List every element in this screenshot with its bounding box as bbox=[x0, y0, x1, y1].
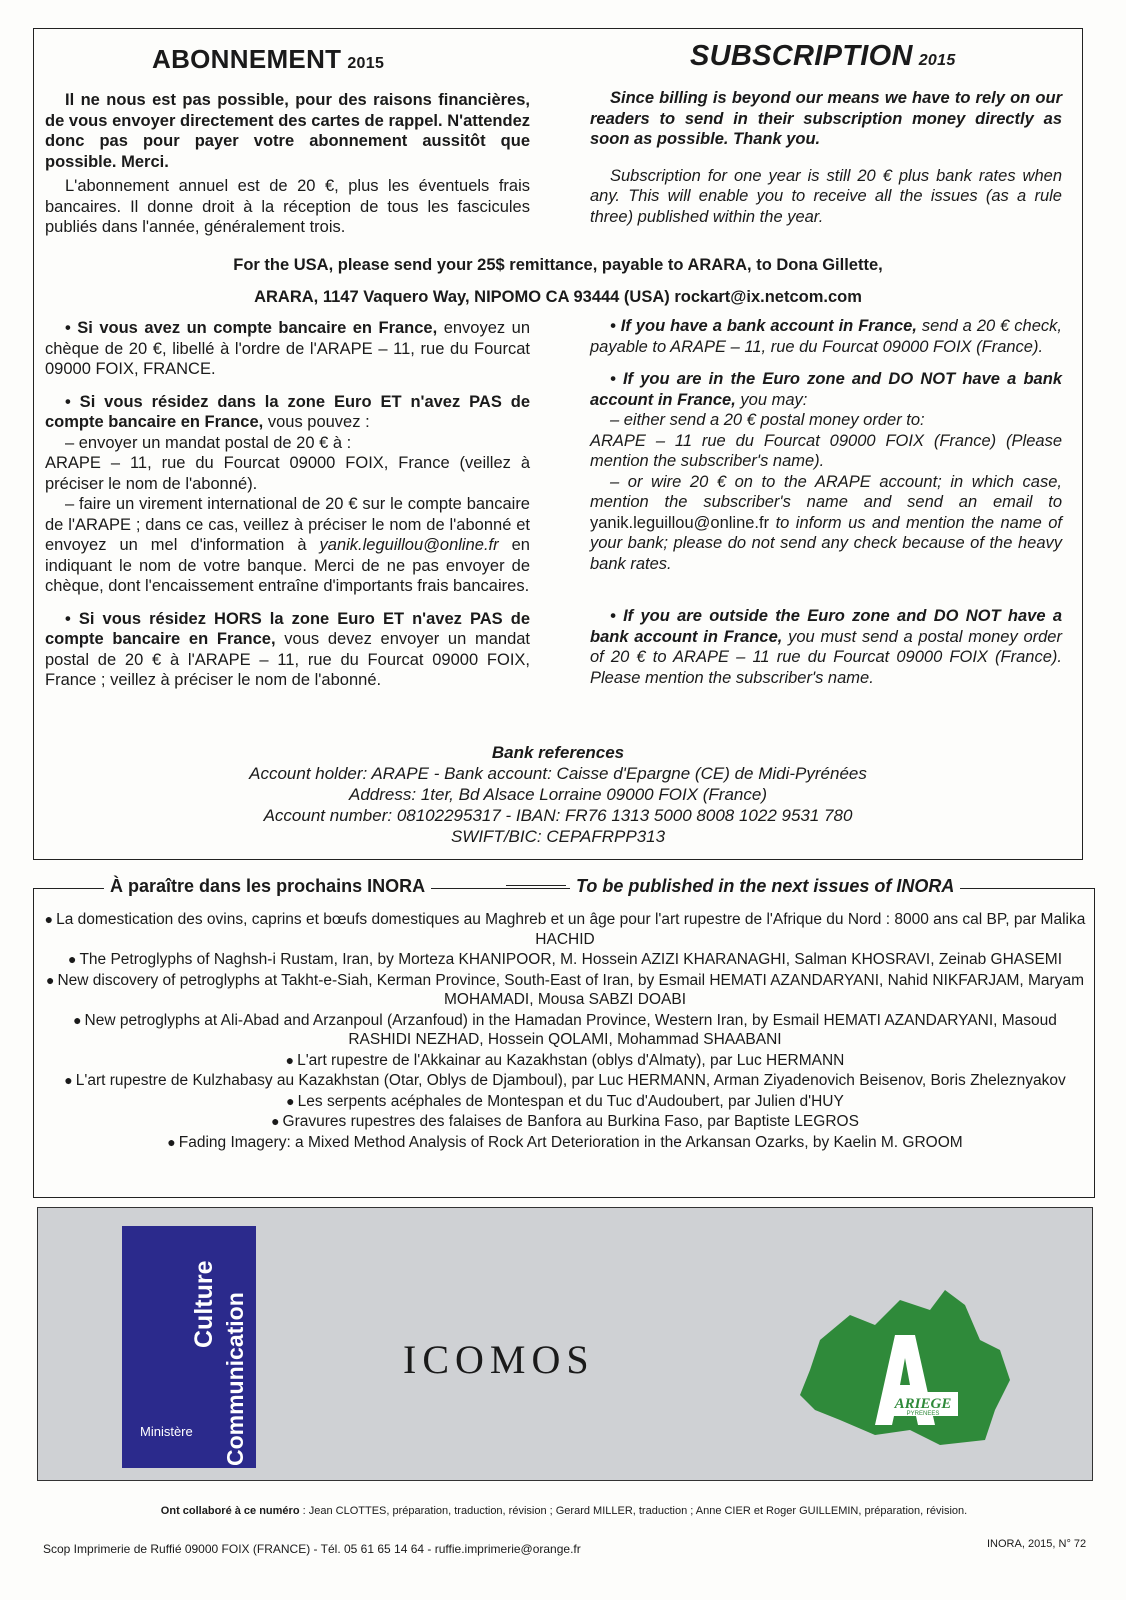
en-email: yanik.leguillou@online.fr bbox=[590, 513, 770, 532]
contributors-credits: Ont collaboré à ce numéro : Jean CLOTTES, préparation, traduction, révision ; Gerard MILLER, traduction ; Anne CIER et Roger GUILLEMIN, préparation, révision. bbox=[160, 1505, 968, 1517]
list-item: ● Fading Imagery: a Mixed Method Analysis of Rock Art Deterioration in the Arkansan Ozarks, by Kaelin M. GROOM bbox=[167, 1133, 963, 1151]
list-item: ● New discovery of petroglyphs at Takht-e-Siah, Kerman Province, South-East of Iran, by Esmail HEMATI AZANDARYANI, Nahid NIKFARJAM, Maryam MOHAMADI, Mousa SABZI DOABI bbox=[46, 971, 1084, 1008]
fr-intro-text: L'abonnement annuel est de 20 €, plus les éventuels frais bancaires. Il donne droit à la réception de tous les fascicules publiés dans l'année, généralement trois. bbox=[45, 177, 530, 236]
ariege-logo bbox=[780, 1280, 1020, 1450]
en-options bbox=[590, 316, 1062, 688]
bullet-icon: ● bbox=[167, 1133, 176, 1150]
list-item: ● Gravures rupestres des falaises de Banfora au Burkina Faso, par Baptiste LEGROS bbox=[271, 1113, 859, 1130]
en-option-3: • If you are outside the Euro zone and DO NOT have a bank account in France, you must send a postal money order of 20 € to ARAPE – 11 rue du Fourcat 09000 FOIX (France). Please mention the subscriber's name. bbox=[590, 607, 1062, 687]
list-item: ● L'art rupestre de Kulzhabasy au Kazakhstan (Otar, Oblys de Djamboul), par Luc HERMANN, Arman Ziyadenovich Beisenov, Boris Zheleznyakov bbox=[64, 1072, 1066, 1089]
list-item: ● Les serpents acéphales de Montespan et du Tuc d'Audoubert, par Julien d'HUY bbox=[286, 1092, 844, 1110]
sponsor-logos-panel bbox=[37, 1207, 1093, 1481]
bullet-icon: ● bbox=[285, 1051, 295, 1068]
ariege-text: ARIEGE bbox=[894, 1396, 952, 1412]
fr-options bbox=[45, 318, 530, 691]
fr-option-2b: – faire un virement international de 20 € sur le compte bancaire de l'ARAPE ; dans ce cas, veillez à préciser le nom de l'abonné et envoyez un mel d'information à yanik.leguillou@online.fr en indiquant le nom de votre banque. Merci de ne pas envoyer de chèque, dont l'encaissement entraîne d'importants frais bancaires. bbox=[45, 495, 530, 595]
en-option-2a-address: ARAPE – 11 rue du Fourcat 09000 FOIX (France) (Please mention the subscriber's name). bbox=[590, 431, 1062, 470]
upcoming-list bbox=[40, 910, 1090, 1153]
fr-intro bbox=[45, 90, 530, 238]
en-option-2b: – or wire 20 € on to the ARAPE account; in which case, mention the subscriber's name and send an email to yanik.leguillou@online.fr to inform us and mention the name of your bank; please do not send any check because of the heavy bank rates. bbox=[590, 472, 1062, 573]
fr-option-2: • Si vous résidez dans la zone Euro ET n'avez PAS de compte bancaire en France, vous pouvez : bbox=[45, 392, 530, 431]
bullet-icon: ● bbox=[44, 911, 54, 927]
ministry-culture-logo bbox=[122, 1226, 256, 1468]
bullet-icon: ● bbox=[271, 1113, 280, 1129]
en-intro-text: Subscription for one year is still 20 € plus bank rates when any. This will enable you to receive all the issues (as a rule three) published within the year. bbox=[590, 166, 1062, 226]
issue-number: INORA, 2015, N° 72 bbox=[987, 1538, 1087, 1550]
usa-line-2: ARARA, 1147 Vaquero Way, NIPOMO CA 93444 (USA) rockart@ix.netcom.com bbox=[254, 288, 862, 306]
en-option-1: • If you have a bank account in France, send a 20 € check, payable to ARAPE – 11, rue du Fourcat 09000 FOIX (France). bbox=[590, 317, 1062, 356]
bullet-icon: ● bbox=[46, 971, 55, 988]
icomos-text: ICOMOS bbox=[403, 1337, 595, 1382]
culture-word: Culture bbox=[190, 1260, 218, 1348]
printer-info: Scop Imprimerie de Ruffié 09000 FOIX (FRANCE) - Tél. 05 61 65 14 64 - ruffie.imprimerie@orange.fr bbox=[43, 1542, 581, 1556]
en-intro-bold: Since billing is beyond our means we have to rely on our readers to send in their subscription money directly as soon as possible. Thank you. bbox=[590, 89, 1062, 148]
ariege-map-shape bbox=[800, 1290, 1010, 1445]
bank-line-1: Account holder: ARAPE - Bank account: Caisse d'Epargne (CE) de Midi-Pyrénées bbox=[249, 764, 867, 783]
en-option-2: • If you are in the Euro zone and DO NOT have a bank account in France, you may: bbox=[590, 370, 1062, 409]
list-item: ● The Petroglyphs of Naghsh-i Rustam, Iran, by Morteza KHANIPOOR, M. Hossein AZIZI KHARANAGHI, Salman KHOSRAVI, Zeinab GHASEMI bbox=[67, 951, 1063, 968]
fr-email: yanik.leguillou@online.fr bbox=[319, 536, 499, 554]
fr-option-2a-address: ARAPE – 11, rue du Fourcat 09000 FOIX, France (veillez à préciser le nom de l'abonné). bbox=[45, 454, 530, 493]
list-item: ● La domestication des ovins, caprins et bœufs domestiques au Maghreb et un âge pour l'art rupestre de l'Afrique du Nord : 8000 ans cal BP, par Malika HACHID bbox=[44, 911, 1086, 948]
bank-line-2: Address: 1ter, Bd Alsace Lorraine 09000 FOIX (France) bbox=[349, 785, 767, 804]
list-item: ● L'art rupestre de l'Akkainar au Kazakhstan (oblys d'Almaty), par Luc HERMANN bbox=[285, 1051, 845, 1069]
fr-option-1: • Si vous avez un compte bancaire en France, envoyez un chèque de 20 €, libellé à l'ordre de l'ARAPE – 11, rue du Fourcat 09000 FOIX, FRANCE. bbox=[45, 319, 530, 378]
icomos-logo bbox=[403, 1336, 595, 1383]
en-option-2a: – either send a 20 € postal money order to: bbox=[610, 411, 925, 429]
fr-option-3: • Si vous résidez HORS la zone Euro ET n'avez PAS de compte bancaire en France, vous devez envoyer un mandat postal de 20 € à l'ARAPE – 11, rue du Fourcat 09000 FOIX, France ; veillez à préciser le nom de l'abonné. bbox=[45, 609, 531, 689]
upcoming-title-fr: À paraître dans les prochains INORA bbox=[104, 876, 431, 897]
title-divider bbox=[506, 885, 566, 886]
ministere-word: Ministère bbox=[140, 1424, 193, 1439]
bank-line-3: Account number: 08102295317 - IBAN: FR76 1313 5000 8008 1022 9531 780 bbox=[263, 806, 853, 825]
fr-intro-bold: Il ne nous est pas possible, pour des raisons financières, de vous envoyer directement des cartes de rappel. N'attendez donc pas pour payer votre abonnement aussitôt que possible. Merci. bbox=[45, 91, 530, 171]
communication-word: Communication bbox=[222, 1292, 248, 1466]
en-intro bbox=[590, 88, 1062, 227]
list-item: ● New petroglyphs at Ali-Abad and Arzanpoul (Arzanfoud) in the Hamadan Province, Western Iran, by Esmail HEMATI AZANDARYANI, Masoud RASHIDI NEZHAD, Hossein QOLAMI, Mohammad SHAABANI bbox=[73, 1011, 1057, 1048]
bullet-icon: ● bbox=[286, 1092, 295, 1109]
bank-title: Bank references bbox=[491, 743, 625, 762]
bank-line-4: SWIFT/BIC: CEPAFRPP313 bbox=[450, 827, 666, 846]
bullet-icon: ● bbox=[73, 1011, 82, 1028]
en-heading: SUBSCRIPTION 2015 bbox=[690, 40, 956, 72]
usa-line-1: For the USA, please send your 25$ remittance, payable to ARARA, to Dona Gillette, bbox=[233, 256, 883, 274]
upcoming-title-en: To be published in the next issues of INORA bbox=[570, 876, 960, 897]
fr-heading: ABONNEMENT 2015 bbox=[152, 44, 385, 74]
bullet-icon: ● bbox=[64, 1072, 73, 1088]
bullet-icon: ● bbox=[67, 951, 77, 967]
fr-option-2a: – envoyer un mandat postal de 20 € à : bbox=[65, 433, 352, 452]
pyrenees-text: PYRENEES bbox=[906, 1411, 940, 1417]
